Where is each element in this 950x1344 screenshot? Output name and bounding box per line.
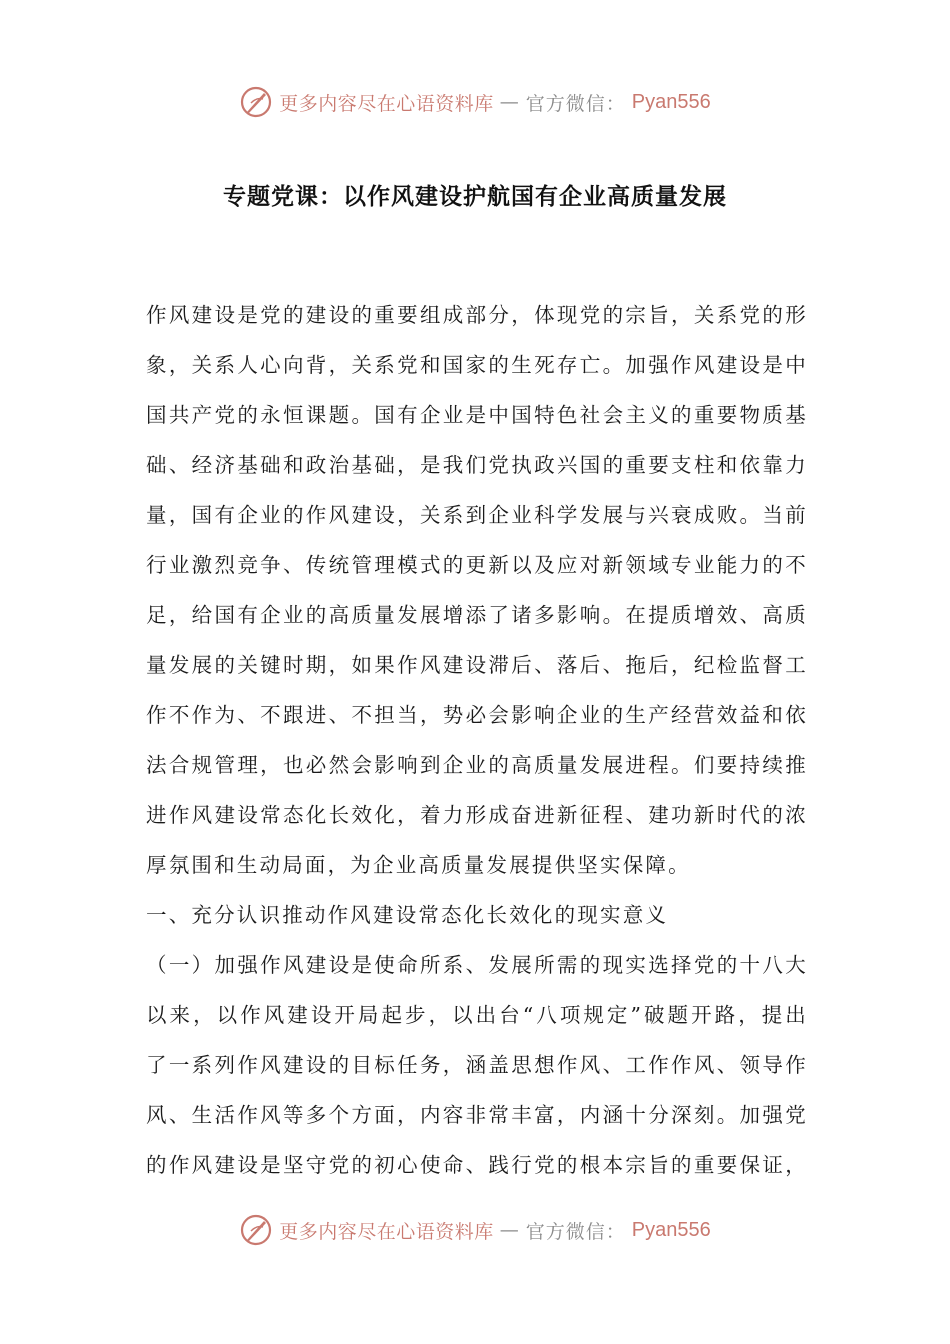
body-line: 了 一 系 列 作 风 建 设 的 目 标 任 务 ， 涵 盖 思 想 作 风 、 工 作 作 风 、 领 导 作 (146, 1053, 806, 1077)
quill-logo-icon (239, 1213, 273, 1247)
body-line: 作 不 作 为 、 不 跟 进 、 不 担 当 ， 势 必 会 影 响 企 业 的 生 产 经 营 效 益 和 依 (146, 703, 806, 727)
body-line: 行 业 激 烈 竞 争 、 传 统 管 理 模 式 的 更 新 以 及 应 对 新 领 域 专 业 能 力 的 不 (146, 553, 806, 577)
section-heading: 一、充分认识推动作风建设常态化长效化的现实意义 (146, 903, 669, 927)
document-title: 专题党课：以作风建设护航国有企业高质量发展 (223, 184, 727, 210)
banner-wechat-id: Pyan556 (631, 1218, 711, 1241)
body-line: （ 一 ） 加 强 作 风 建 设 是 使 命 所 系 、 发 展 所 需 的 现 实 选 择 党 的 十 八 大 (146, 953, 806, 977)
banner-site-text: 更多内容尽在心语资料库 (279, 1220, 494, 1243)
body-line: 进 作 风 建 设 常 态 化 长 效 化 ， 着 力 形 成 奋 进 新 征 程 、 建 功 新 时 代 的 浓 (146, 803, 806, 827)
body-line: 国 共 产 党 的 永 恒 课 题 。 国 有 企 业 是 中 国 特 色 社 会 主 义 的 重 要 物 质 基 (146, 403, 806, 427)
body-line: 足 ， 给 国 有 企 业 的 高 质 量 发 展 增 添 了 诸 多 影 响 。 在 提 质 增 效 、 高 质 (146, 603, 806, 627)
body-line: 量 发 展 的 关 键 时 期 ， 如 果 作 风 建 设 滞 后 、 落 后 、 拖 后 ， 纪 检 监 督 工 (146, 653, 806, 677)
header-banner (0, 82, 950, 122)
banner-wechat-label: 官方微信： (525, 1220, 626, 1243)
document-body (146, 290, 806, 1190)
body-line: 象 ， 关 系 人 心 向 背 ， 关 系 党 和 国 家 的 生 死 存 亡 。 加 强 作 风 建 设 是 中 (146, 353, 806, 377)
body-line: 作 风 建 设 是 党 的 建 设 的 重 要 组 成 部 分 ， 体 现 党 的 宗 旨 ， 关 系 党 的 形 (146, 303, 806, 327)
body-line: 厚氛围和生动局面，为企业高质量发展提供坚实保障。 (146, 853, 691, 877)
footer-banner (0, 1210, 950, 1250)
body-line: 风 、 生 活 作 风 等 多 个 方 面 ， 内 容 非 常 丰 富 ， 内 涵 十 分 深 刻 。 加 强 党 (146, 1103, 806, 1127)
banner-wechat-label: 官方微信： (525, 92, 626, 115)
body-line: 法 合 规 管 理 ， 也 必 然 会 影 响 到 企 业 的 高 质 量 发 展 进 程 。 们 要 持 续 推 (146, 753, 806, 777)
banner-dash: — (499, 1219, 520, 1241)
body-line: 量 ， 国 有 企 业 的 作 风 建 设 ， 关 系 到 企 业 科 学 发 展 与 兴 衰 成 败 。 当 前 (146, 503, 806, 527)
body-line: 以 来 ， 以 作 风 建 设 开 局 起 步 ， 以 出 台 “ 八 项 规 定 ” 破 题 开 路 ， 提 出 (146, 1003, 806, 1027)
body-line: 的 作 风 建 设 是 坚 守 党 的 初 心 使 命 、 践 行 党 的 根 本 宗 旨 的 重 要 保 证 ， (146, 1153, 806, 1177)
quill-logo-icon (239, 85, 273, 119)
banner-dash: — (499, 91, 520, 113)
banner-site-text: 更多内容尽在心语资料库 (279, 92, 494, 115)
body-line: 础 、 经 济 基 础 和 政 治 基 础 ， 是 我 们 党 执 政 兴 国 的 重 要 支 柱 和 依 靠 力 (146, 453, 806, 477)
banner-wechat-id: Pyan556 (631, 90, 711, 113)
